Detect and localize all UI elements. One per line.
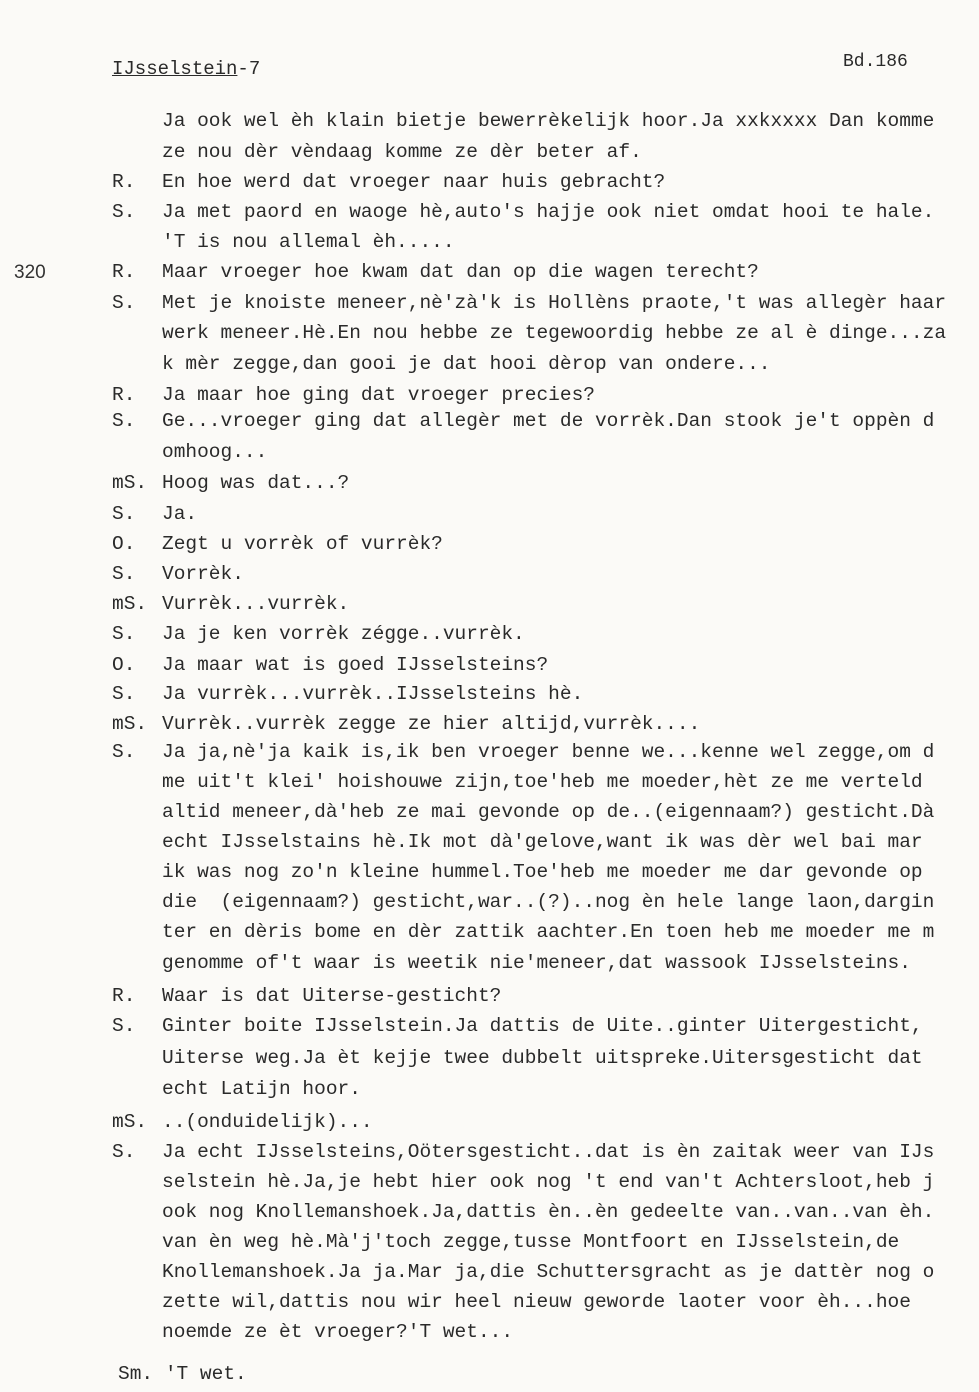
closing-text: 'T wet. [164,1363,247,1385]
line-text: ook nog Knollemanshoek.Ja,dattis èn..èn gedeelte van..van..van èh. [162,1201,935,1223]
line-text: Vurrèk..vurrèk zegge ze hier altijd,vurrèk.... [162,713,701,735]
speaker-label: S. [112,623,136,645]
speaker-label: mS. [112,713,148,735]
speaker-label: R. [112,985,136,1007]
speaker-label: O. [112,533,136,555]
line-text: Ja. [162,503,198,525]
line-text: Ge...vroeger ging dat allegèr met de vorrèk.Dan stook je't oppèn d [162,410,935,432]
line-text: Ja vurrèk...vurrèk..IJsselsteins hè. [162,683,584,705]
speaker-label: S. [112,201,136,223]
line-text: echt IJsselstains hè.Ik mot dà'gelove,want ik was dèr wel bai mar [162,831,923,853]
closing-line [118,1363,247,1385]
speaker-label: R. [112,171,136,193]
title-suffix: -7 [237,58,261,80]
title-text: IJsselstein [112,58,238,80]
volume-reference: Bd.186 [843,52,908,72]
line-text: Knollemanshoek.Ja ja.Mar ja,die Schuttersgracht as je dattèr nog o [162,1261,935,1283]
speaker-label: mS. [112,1111,148,1133]
line-text: Ja maar hoe ging dat vroeger precies? [162,384,595,406]
line-text: Ja met paord en waoge hè,auto's hajje ook niet omdat hooi te hale. [162,201,935,223]
line-text: selstein hè.Ja,je hebt hier ook nog 't end van't Achtersloot,heb j [162,1171,935,1193]
speaker-label: O. [112,654,136,676]
line-text: Zegt u vorrèk of vurrèk? [162,533,443,555]
line-text: Ja maar wat is goed IJsselsteins? [162,654,549,676]
closing-speaker: Sm. [118,1363,154,1385]
speaker-label: R. [112,261,136,283]
line-text: die (eigennaam?) gesticht,war..(?)..nog èn hele lange laon,dargin [162,891,935,913]
speaker-label: S. [112,683,136,705]
line-text: altid meneer,dà'heb ze mai gevonde op de..(eigennaam?) gesticht.Dà [162,801,935,823]
line-text: noemde ze èt vroeger?'T wet... [162,1321,514,1343]
speaker-label: S. [112,410,136,432]
line-text: ter en dèris bome en dèr zattik aachter.En toen heb me moeder me m [162,921,935,943]
line-text: Ja je ken vorrèk zégge..vurrèk. [162,623,525,645]
line-text: k mèr zegge,dan gooi je dat hooi dèrop van ondere... [162,353,771,375]
line-text: Maar vroeger hoe kwam dat dan op die wagen terecht? [162,261,759,283]
line-text: Vurrèk...vurrèk. [162,593,350,615]
line-text: Uiterse weg.Ja èt kejje twee dubbelt uitspreke.Uitersgesticht dat [162,1047,923,1069]
speaker-label: S. [112,292,136,314]
line-text: Ja ja,nè'ja kaik is,ik ben vroeger benne we...kenne wel zegge,om d [162,741,935,763]
line-text: En hoe werd dat vroeger naar huis gebracht? [162,171,666,193]
line-text: me uit't klei' hoishouwe zijn,toe'heb me moeder,hèt ze me verteld [162,771,923,793]
line-text: Waar is dat Uiterse-gesticht? [162,985,502,1007]
speaker-label: R. [112,384,136,406]
speaker-label: S. [112,1015,136,1037]
speaker-label: mS. [112,593,148,615]
line-text: echt Latijn hoor. [162,1078,361,1100]
line-text: zette wil,dattis nou wir heel nieuw geworde laoter voor èh...hoe [162,1291,911,1313]
line-text: Met je knoiste meneer,nè'zà'k is Hollèns praote,'t was allegèr haar [162,292,947,314]
speaker-label: S. [112,503,136,525]
line-text: Hoog was dat...? [162,472,350,494]
line-text: 'T is nou allemal èh..... [162,231,455,253]
margin-number: 320 [14,262,46,283]
line-text: ..(onduidelijk)... [162,1111,373,1133]
speaker-label: S. [112,1141,136,1163]
speaker-label: S. [112,563,136,585]
speaker-label: mS. [112,472,148,494]
line-text: ik was nog zo'n kleine hummel.Toe'heb me moeder me dar gevonde op [162,861,923,883]
line-text: omhoog... [162,441,268,463]
speaker-label: S. [112,741,136,763]
line-text: ze nou dèr vèndaag komme ze dèr beter af. [162,141,642,163]
page-title [112,58,260,80]
line-text: werk meneer.Hè.En nou hebbe ze tegewoordig hebbe ze al è dinge...za [162,322,947,344]
line-text: Ja ook wel èh klain bietje bewerrèkelijk hoor.Ja xxkxxxx Dan komme [162,110,935,132]
line-text: Ja echt IJsselsteins,Oötersgesticht..dat is èn zaitak weer van IJs [162,1141,935,1163]
line-text: Ginter boite IJsselstein.Ja dattis de Uite..ginter Uitergesticht, [162,1015,923,1037]
line-text: genomme of't waar is weetik nie'meneer,dat wassook IJsselsteins. [162,952,911,974]
line-text: van èn weg hè.Mà'j'toch zegge,tusse Montfoort en IJsselstein,de [162,1231,900,1253]
line-text: Vorrèk. [162,563,244,585]
